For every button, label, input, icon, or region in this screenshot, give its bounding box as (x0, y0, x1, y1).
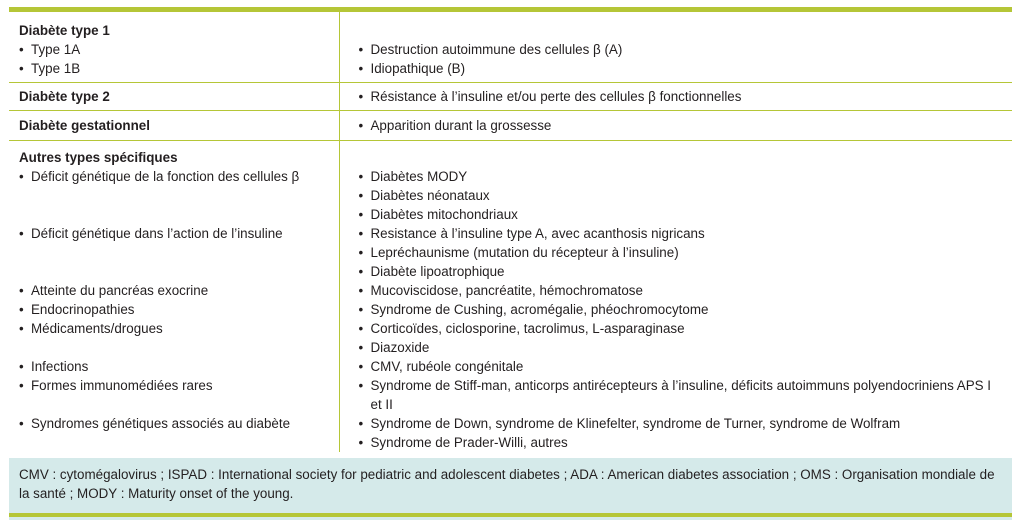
list-item: • Mucoviscidose, pancréatite, hémochromatose (358, 283, 643, 298)
list-item: • Endocrinopathies (19, 302, 135, 317)
diabetes-classification-table (9, 12, 1012, 452)
list-item: • Diabètes mitochondriaux (358, 207, 518, 222)
footnote: CMV : cytomégalovirus ; ISPAD : International society for pediatric and adolescent diabetes ; ADA : American diabetes association ; OMS : Organisation mondiale de la santé ; MODY : Maturity onset of the young. (9, 458, 1012, 520)
row-title: Diabète gestationnel (19, 118, 150, 133)
row-title: Diabète type 1 (19, 23, 110, 38)
list-item: • Diabètes MODY (358, 169, 468, 184)
list-item: • Diazoxide (358, 340, 430, 355)
list-item: • Apparition durant la grossesse (358, 118, 552, 133)
row-diabetes-type-1 (9, 12, 1012, 83)
list-item: • Médicaments/drogues (19, 321, 163, 336)
list-item: • Résistance à l’insuline et/ou perte des cellules β fonctionnelles (358, 89, 742, 104)
row-other-specific-types (9, 141, 1012, 453)
list-item: • Corticoïdes, ciclosporine, tacrolimus, L-asparaginase (358, 321, 685, 336)
list-item: • Atteinte du pancréas exocrine (19, 283, 209, 298)
list-item: • Destruction autoimmune des cellules β (A) (358, 42, 623, 57)
row-diabetes-type-2 (9, 83, 1012, 111)
list-item: • Idiopathique (B) (358, 61, 466, 76)
list-item: • Syndrome de Down, syndrome de Klinefelter, syndrome de Turner, syndrome de Wolfram (358, 416, 901, 431)
bottom-rule (9, 513, 1012, 517)
list-item: • Syndrome de Cushing, acromégalie, phéochromocytome (358, 302, 709, 317)
list-item: • Infections (19, 359, 89, 374)
list-item: • Syndrome de Stiff-man, anticorps antirécepteurs à l’insuline, déficits autoimmuns polyendocriniens APS I et II (358, 378, 991, 412)
row-title: Diabète type 2 (19, 89, 110, 104)
list-item: • Déficit génétique dans l’action de l’insuline (19, 226, 283, 241)
row-gestational-diabetes (9, 111, 1012, 141)
list-item: • Formes immunomédiées rares (19, 378, 213, 393)
list-item: • Lepréchaunisme (mutation du récepteur à l’insuline) (358, 245, 679, 260)
list-item: • Type 1A (19, 42, 81, 57)
list-item: • Diabètes néonataux (358, 188, 490, 203)
row-title: Autres types spécifiques (19, 150, 178, 165)
list-item: • Syndromes génétiques associés au diabète (19, 416, 291, 431)
list-item: • Diabète lipoatrophique (358, 264, 505, 279)
list-item: • Type 1B (19, 61, 81, 76)
list-item: • Déficit génétique de la fonction des cellules β (19, 169, 300, 184)
list-item: • CMV, rubéole congénitale (358, 359, 524, 374)
list-item: • Resistance à l’insuline type A, avec acanthosis nigricans (358, 226, 705, 241)
list-item: • Syndrome de Prader-Willi, autres (358, 435, 568, 450)
